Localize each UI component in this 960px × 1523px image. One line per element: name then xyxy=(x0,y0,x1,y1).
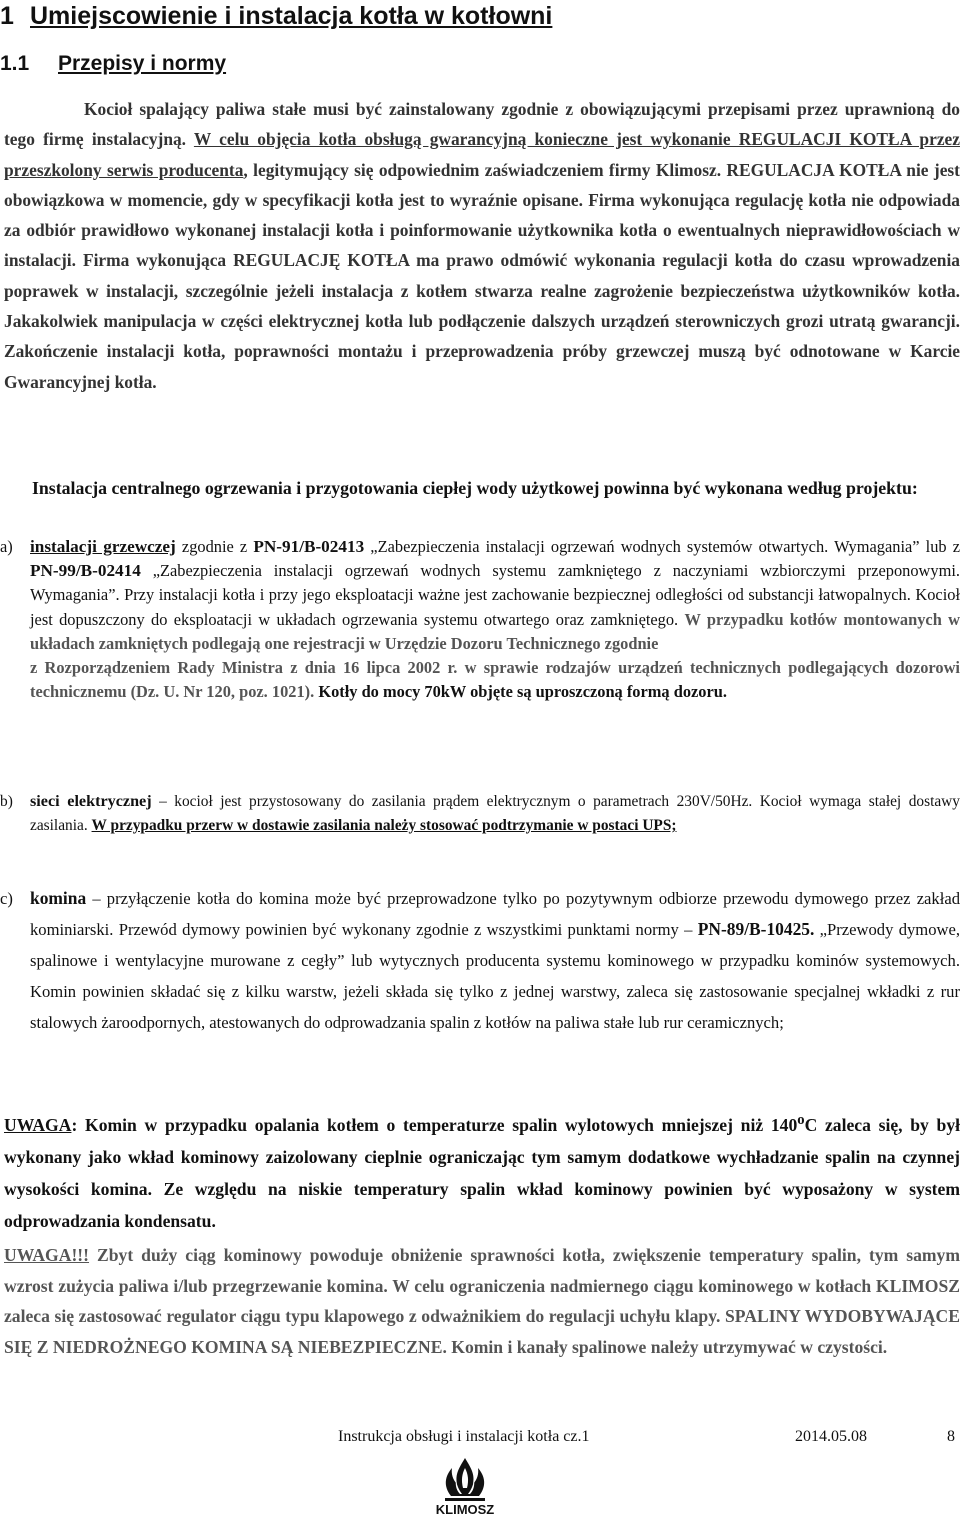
norm-reference: PN-89/B-10425. xyxy=(697,919,815,939)
footer-document-title: Instrukcja obsługi i instalacji kotła cz.1 xyxy=(338,1428,590,1445)
dozor-note: Kotły do mocy 70kW objęte są uproszczoną formą dozoru. xyxy=(314,682,727,702)
item-text: „Zabezpieczenia instalacji ogrzewań wodnych systemów otwartych. Wymagania” lub z xyxy=(364,537,960,556)
item-keyword: instalacji grzewczej xyxy=(30,537,176,556)
list-marker: a) xyxy=(0,537,13,556)
regulations-paragraph xyxy=(4,94,960,397)
warning-text: Zbyt duży ciąg kominowy powoduje obniżenie sprawności kotła, zwiększenie temperatury spalin, tym samym wzrost zużycia paliwa i/lub przegrzewanie komina. W celu ograniczenia nadmiernego ciągu kominowego w kotłach KLIMOSZ zaleca się zastosować regulator ciągu typu klapowego z odważnikiem do regulacji uchyłu klapy. SPALINY WYDOBYWAJĄCE SIĘ Z NIEDROŻNEGO KOMINA SĄ NIEBEZPIECZNE. Komin i kanały spalinowe należy utrzymywać w czystości. xyxy=(4,1245,960,1357)
ups-warning: W przypadku przerw w dostawie zasilania należy stosować podtrzymanie w postaci UPS; xyxy=(91,817,677,834)
section-heading xyxy=(0,2,552,31)
list-marker: c) xyxy=(0,889,13,908)
item-text: – przyłączenie kotła do komina może być przeprowadzone tylko po pozytywnym odbiorze przewodu dymowego przez zakład kominiarski. Przewód dymowy powinien być wykonany zgodnie z wszystkimi punktami normy – xyxy=(30,889,960,939)
warning-label: UWAGA xyxy=(4,1114,72,1135)
logo-text: KLIMOSZ xyxy=(435,1502,495,1517)
udt-note-1: W przypadku kotłów montowanych w układach zamkniętych podlegają one rejestracji w Urzędzie Dozoru Technicznego zgodnie xyxy=(30,609,960,653)
para1-sentence-3: , legitymujący się odpowiednim zaświadczeniem firmy Klimosz. REGULACJA KOTŁA nie jest obowiązkowa w momencie, gdy w specyfikacji kotła jest to wyraźnie opisane. Firma wykonująca regulację kotła nie odpowiada za odbiór prawidłowo wykonanej instalacji kotła i poinformowanie użytkownika kotła o ewentualnych nieprawidłowościach w instalacji. xyxy=(4,159,960,271)
installation-intro-text: Instalacja centralnego ogrzewania i przygotowania ciepłej wody użytkowej powinna być wykonana według projektu: xyxy=(32,478,918,498)
flame-logo-icon xyxy=(425,1456,505,1518)
klimosz-logo xyxy=(425,1456,505,1518)
subsection-heading xyxy=(0,52,226,76)
para1-sentence-4: Firma wykonująca REGULACJĘ KOTŁA ma prawo odmówić wykonania regulacji kotła do czasu wprowadzenia poprawek w instalacji, szczególnie jeżeli instalacja z kotłem stwarza realne zagrożenie bezpieczeństwa użytkowników kotła. Jakakolwiek manipulacja w części elektrycznej kotła lub podłączenie dalszych urządzeń sterowniczych grozi utratą gwarancji. Zakończenie instalacji kotła, poprawności montażu i przeprowadzenia próby grzewczej muszą być odnotowane w Karcie Gwarancyjnej kotła. xyxy=(4,250,960,392)
warning-label: UWAGA!!! xyxy=(4,1245,90,1265)
udt-note-2: z Rozporządzeniem Rady Ministra z dnia 16 lipca 2002 r. w sprawie rodzajów urządzeń technicznych podlegających dozorowi technicznemu (Dz. U. Nr 120, poz. 1021). xyxy=(30,658,960,702)
subsection-number: 1.1 xyxy=(0,52,30,75)
degree-sign: o xyxy=(797,1112,805,1128)
item-text: zgodnie z xyxy=(175,537,254,556)
norm-reference: PN-91/B-02413 xyxy=(253,537,365,556)
item-text: „Przewody dymowe, spalinowe i wentylacyjne murowane z cegły” lub wytycznych producenta systemu kominowego w przypadku kominów systemowych. Komin powinien składać się z kilku warstw, jeżeli składa się tylko z jednej warstwy, zaleca się zastosowanie specjalnej wkładki z rur stalowych żaroodpornych, atestowanych do odprowadzania spalin z kotłów na paliwa stałe lub rur ceramicznych; xyxy=(30,920,960,1032)
item-keyword: sieci elektrycznej xyxy=(30,793,152,810)
para1-warranty-sentence: W celu objęcia kotła obsługą gwarancyjną konieczne jest wykonanie REGULACJI KOTŁA przez przeszkolony serwis producenta xyxy=(4,129,960,180)
warning-text: : Komin w przypadku opalania kotłem o temperaturze spalin wylotowych mniejszej niż 140 xyxy=(71,1114,798,1135)
list-marker: b) xyxy=(0,793,13,810)
installation-intro xyxy=(4,475,960,502)
warning-text: C zaleca się, by był wykonany jako wkład kominowy zaizolowany cieplnie ograniczając tym samym dodatkowe wychładzanie spalin na czynnej wysokości komina. Ze względu na niskie temperatury spalin wkład kominowy powinien być wyposażony w system odprowadzania kondensatu. xyxy=(4,1114,960,1231)
subsection-title: Przepisy i normy xyxy=(58,52,227,75)
item-keyword: komina xyxy=(30,888,87,908)
warning-chimney-temperature xyxy=(4,1104,960,1237)
item-text: – kocioł jest przystosowany do zasilania prądem elektrycznym o parametrach 230V/50Hz. Kocioł wymaga stałej dostawy zasilania. xyxy=(30,793,960,834)
footer-date: 2014.05.08 xyxy=(795,1428,867,1445)
warning-chimney-draft xyxy=(4,1240,960,1362)
item-text: „Zabezpieczenia instalacji ogrzewań wodnych systemu zamkniętego z naczyniami wzbiorczymi przeponowymi. Wymagania”. Przy instalacji kotła i przy jego eksploatacji ważne jest zachowanie bezpiecznej odległości od substancji łatwopalnych. Kocioł jest dopuszczony do eksploatacji w układach ogrzewania systemu otwartego oraz zamkniętego. xyxy=(30,561,960,629)
para1-sentence-1: Kocioł spalający paliwa stałe musi być zainstalowany zgodnie z obowiązującymi przepisami przez uprawnioną do tego firmę instalacyjną. xyxy=(4,99,960,150)
page-number: 8 xyxy=(947,1428,955,1445)
section-title: Umiejscowienie i instalacja kotła w kotłowni xyxy=(30,2,553,30)
norm-reference: PN-99/B-02414 xyxy=(30,561,141,581)
section-number: 1 xyxy=(0,2,14,30)
